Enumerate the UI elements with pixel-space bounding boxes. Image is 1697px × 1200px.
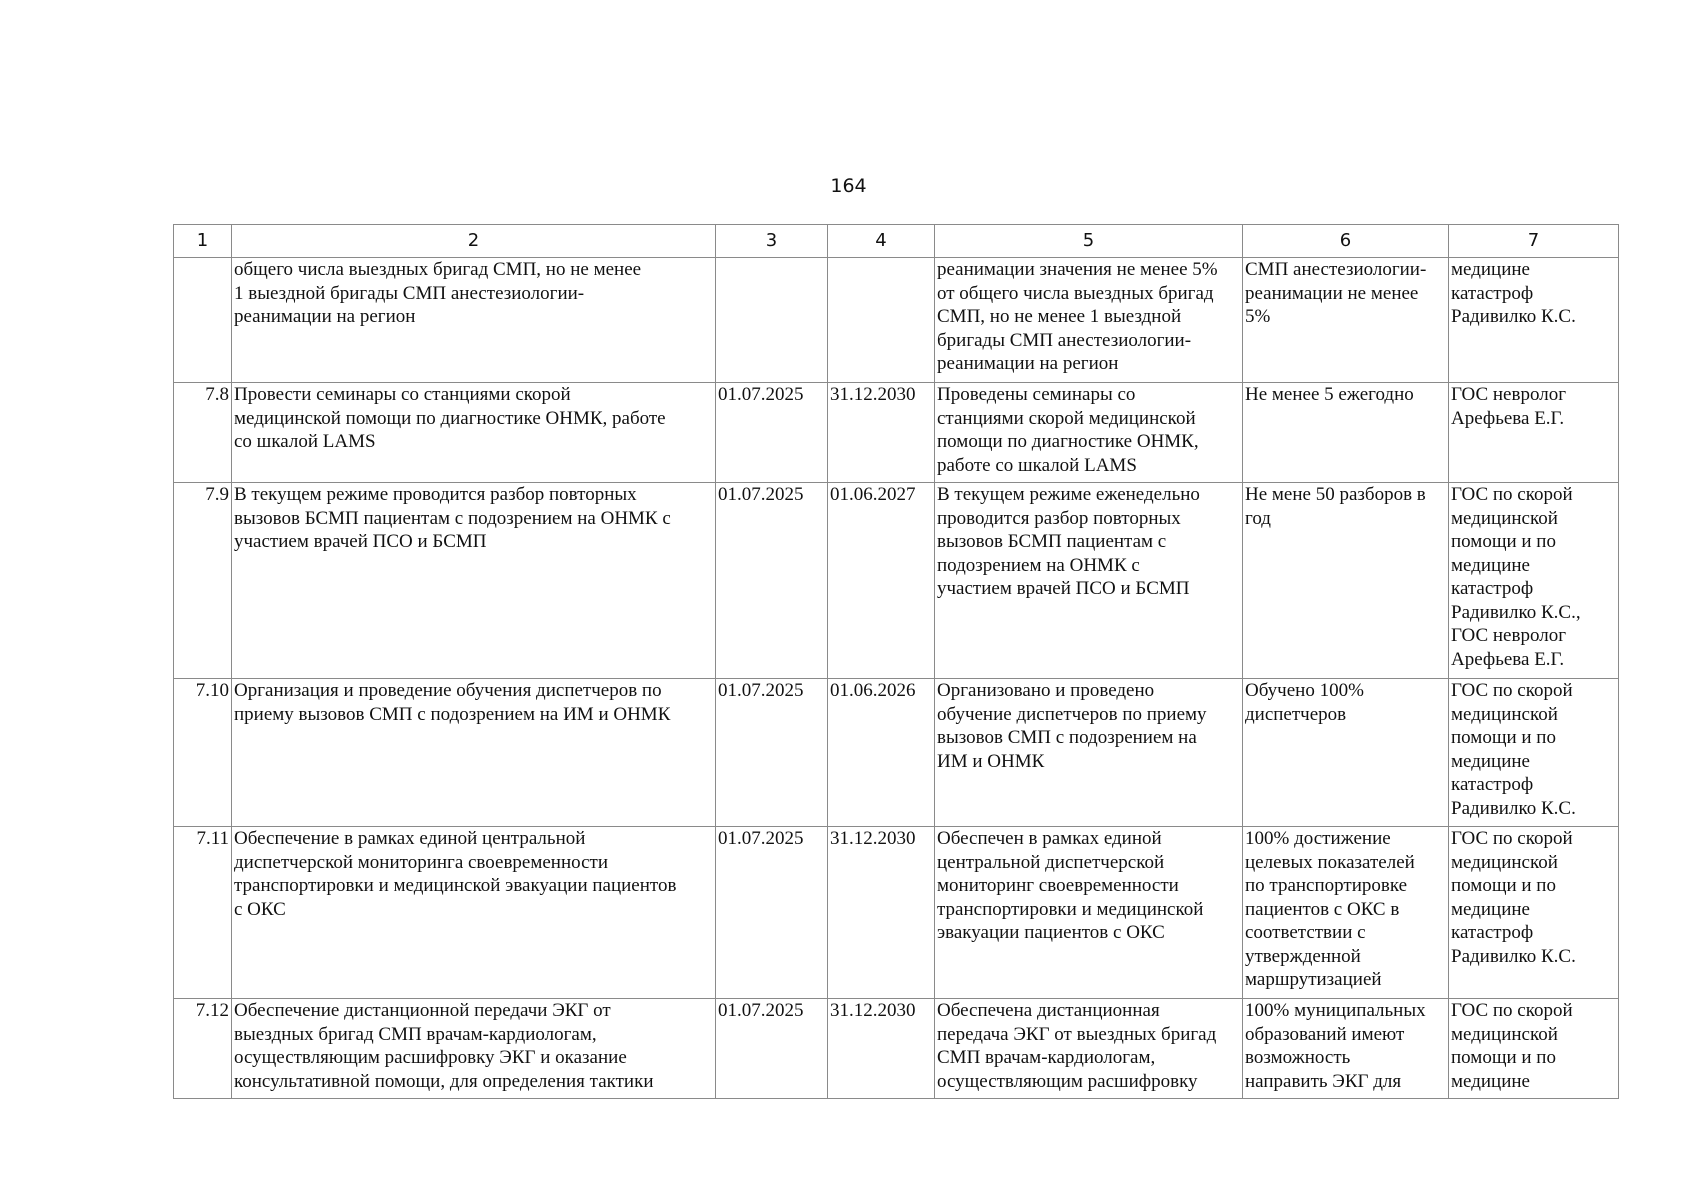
column-header-6: 6 [1243,225,1449,258]
column-header-2: 2 [232,225,716,258]
end-date: 31.12.2030 [828,827,935,999]
start-date: 01.07.2025 [716,827,828,999]
activity-cell: общего числа выездных бригад СМП, но не менее 1 выездной бригады СМП анестезиологии- реанимации на регион [232,258,716,383]
responsible-cell: медицине катастроф Радивилко К.С. [1449,258,1619,383]
activity-cell: Обеспечение в рамках единой центральной диспетчерской мониторинга своевременности транспортировки и медицинской эвакуации пациентов с ОКС [232,827,716,999]
indicator-cell: Не мене 50 разборов в год [1243,483,1449,679]
end-date: 31.12.2030 [828,383,935,483]
result-cell: Проведены семинары со станциями скорой медицинской помощи по диагностике ОНМК, работе со шкалой LAMS [935,383,1243,483]
header-row [174,225,1619,258]
start-date: 01.07.2025 [716,999,828,1099]
indicator-cell: СМП анестезиологии- реанимации не менее 5% [1243,258,1449,383]
end-date: 01.06.2026 [828,679,935,827]
row-number: 7.11 [174,827,232,999]
responsible-cell: ГОС невролог Арефьева Е.Г. [1449,383,1619,483]
result-cell: Организовано и проведено обучение диспетчеров по приему вызовов СМП с подозрением на ИМ и ОНМК [935,679,1243,827]
responsible-cell: ГОС по скорой медицинской помощи и по медицине катастроф Радивилко К.С., ГОС невролог Арефьева Е.Г. [1449,483,1619,679]
result-cell: реанимации значения не менее 5% от общего числа выездных бригад СМП, но не менее 1 выездной бригады СМП анестезиологии- реанимации на регион [935,258,1243,383]
column-header-4: 4 [828,225,935,258]
result-cell: Обеспечен в рамках единой центральной диспетчерской мониторинг своевременности транспортировки и медицинской эвакуации пациентов с ОКС [935,827,1243,999]
table-row [174,383,1619,483]
indicator-cell: Обучено 100% диспетчеров [1243,679,1449,827]
activity-cell: Организация и проведение обучения диспетчеров по приему вызовов СМП с подозрением на ИМ и ОНМК [232,679,716,827]
indicator-cell: 100% муниципальных образований имеют возможность направить ЭКГ для [1243,999,1449,1099]
table-row [174,827,1619,999]
responsible-cell: ГОС по скорой медицинской помощи и по медицине катастроф Радивилко К.С. [1449,827,1619,999]
table-row [174,999,1619,1099]
column-header-7: 7 [1449,225,1619,258]
end-date: 31.12.2030 [828,999,935,1099]
activity-plan-table [173,224,1619,1099]
table-row [174,258,1619,383]
responsible-cell: ГОС по скорой медицинской помощи и по медицине катастроф Радивилко К.С. [1449,679,1619,827]
start-date: 01.07.2025 [716,679,828,827]
end-date: 01.06.2027 [828,483,935,679]
start-date: 01.07.2025 [716,383,828,483]
activity-cell: Обеспечение дистанционной передачи ЭКГ от выездных бригад СМП врачам-кардиологам, осуществляющим расшифровку ЭКГ и оказание консультативной помощи, для определения тактики [232,999,716,1099]
start-date: 01.07.2025 [716,483,828,679]
column-header-3: 3 [716,225,828,258]
column-header-1: 1 [174,225,232,258]
row-number: 7.10 [174,679,232,827]
responsible-cell: ГОС по скорой медицинской помощи и по медицине [1449,999,1619,1099]
result-cell: Обеспечена дистанционная передача ЭКГ от выездных бригад СМП врачам-кардиологам, осуществляющим расшифровку [935,999,1243,1099]
row-number: 7.12 [174,999,232,1099]
page-number: 164 [830,175,867,197]
table-row [174,679,1619,827]
result-cell: В текущем режиме еженедельно проводится разбор повторных вызовов БСМП пациентам с подозрением на ОНМК с участием врачей ПСО и БСМП [935,483,1243,679]
column-header-5: 5 [935,225,1243,258]
indicator-cell: Не менее 5 ежегодно [1243,383,1449,483]
row-number [174,258,232,383]
table-row [174,483,1619,679]
activity-cell: В текущем режиме проводится разбор повторных вызовов БСМП пациентам с подозрением на ОНМК с участием врачей ПСО и БСМП [232,483,716,679]
indicator-cell: 100% достижение целевых показателей по транспортировке пациентов с ОКС в соответствии с утвержденной маршрутизацией [1243,827,1449,999]
row-number: 7.8 [174,383,232,483]
start-date [716,258,828,383]
row-number: 7.9 [174,483,232,679]
end-date [828,258,935,383]
activity-cell: Провести семинары со станциями скорой медицинской помощи по диагностике ОНМК, работе со шкалой LAMS [232,383,716,483]
